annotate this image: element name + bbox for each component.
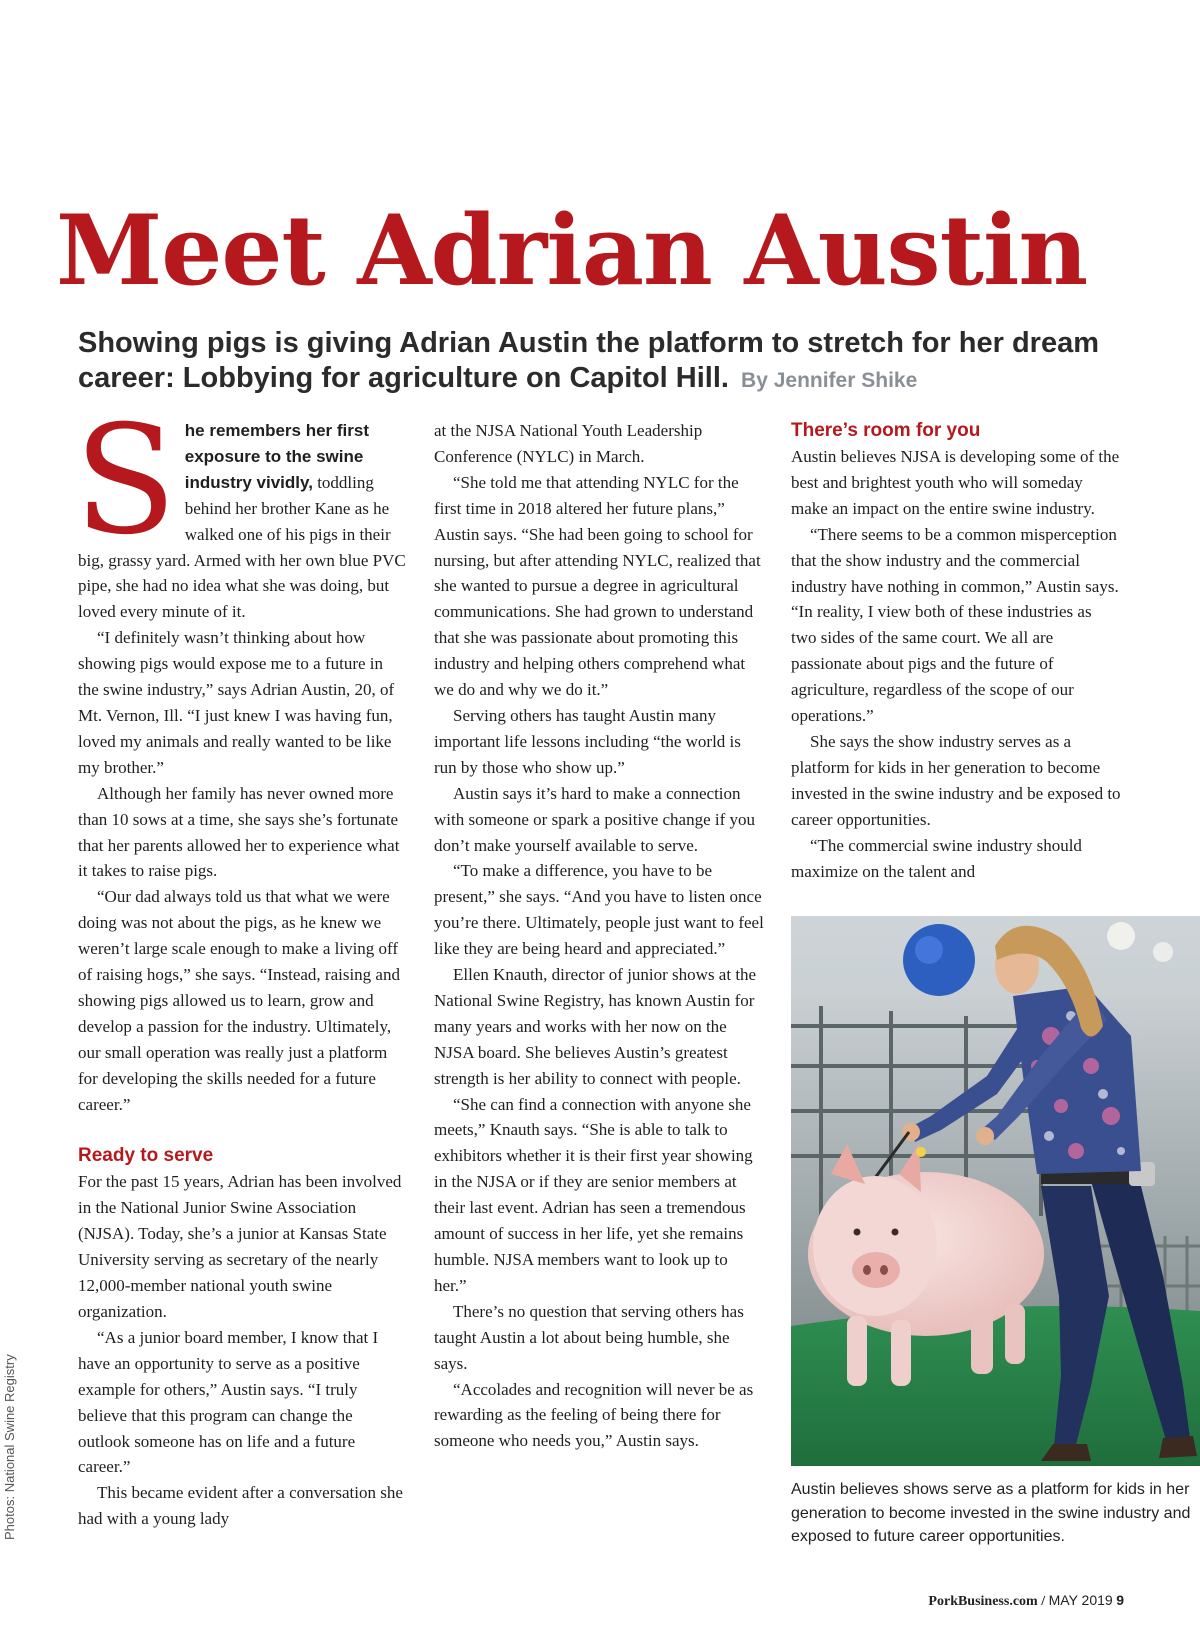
drop-cap: S <box>74 394 177 568</box>
lead-in: he remembers her first exposure to the swine industry vividly, <box>184 421 370 492</box>
paragraph: Serving others has taught Austin many important life lessons including “the world is run by those who show up.” <box>434 705 741 777</box>
paragraph: Ellen Knauth, director of junior shows at the National Swine Registry, has known Austin for many years and works with her now on the NJSA board. She believes Austin’s greatest strength is her ability to connect with people. <box>434 965 757 1088</box>
byline: By Jennifer Shike <box>741 369 918 392</box>
column-1 <box>74 394 408 1532</box>
paragraph: “She told me that attending NYLC for the first time in 2018 altered her future plans,” Austin says. “She had been going to school for nursing, but after attending NYLC, realized that she wanted to pursue a degree in agricultural communications. She had grown to understand that she was passionate about promoting this industry and helping others comprehend what we do and why we do it.” <box>434 472 761 700</box>
column-3 <box>791 418 1121 884</box>
paragraph: “To make a difference, you have to be present,” she says. “And you have to listen once you’re there. Ultimately, people just want to feel like they are being heard and appreciated.” <box>434 861 764 959</box>
paragraph: “She can find a connection with anyone she meets,” Knauth says. “She is able to talk to exhibitors whether it is their first year showing in the NJSA or if they are senior members at their last event. Adrian has seen a tremendous amount of success in her life, yet she remains humble. NJSA members want to look up to her.” <box>434 1094 753 1295</box>
paragraph: “Our dad always told us that what we were doing was not about the pigs, as he knew we weren’t large scale enough to make a living off of raising hogs,” she says. “Instead, raising and showing pigs allowed us to learn, grow and develop a passion for the industry. Ultimately, our small operation was really just a platform for developing the skills needed for a future career.” <box>78 887 400 1114</box>
opening-text: toddling behind her brother Kane as he walked one of his pigs in their big, grassy yard. Armed with her own blue PVC pipe, she had no idea what she was doing, but loved every minute of it. <box>78 472 406 622</box>
subhead-room-for-you: There’s room for you <box>791 420 981 441</box>
column-2 <box>434 418 764 1454</box>
headline: Meet Adrian Austin <box>56 194 1088 307</box>
paragraph: “I definitely wasn’t thinking about how showing pigs would expose me to a future in the swine industry,” says Adrian Austin, 20, of Mt. Vernon, Ill. “I just knew I was having fun, loved my animals and really wanted to be like my brother.” <box>78 628 395 777</box>
opening-paragraph <box>74 394 408 625</box>
paragraph: There’s no question that serving others has taught Austin a lot about being humble, she says. <box>434 1301 744 1373</box>
paragraph: Although her family has never owned more than 10 sows at a time, she says she’s fortunate that her parents allowed her to experience what it takes to raise pigs. <box>78 783 400 881</box>
photo-caption: Austin believes shows serve as a platform for kids in her generation to become invested in the swine industry and exposed to future career opportunities. <box>791 1481 1191 1545</box>
paragraph: at the NJSA National Youth Leadership Conference (NYLC) in March. <box>434 421 703 466</box>
paragraph: “As a junior board member, I know that I have an opportunity to serve as a positive example for others,” Austin says. “I truly believe that this program can change the outlook someone has on life and a future career.” <box>78 1327 379 1477</box>
article-photo <box>791 916 1200 1466</box>
paragraph: “There seems to be a common misperception that the show industry and the commercial industry have nothing in common,” Austin says. “In reality, I view both of these industries as two sides of the same court. We all are passionate about pigs and the future of agriculture, regardless of the scope of our operations.” <box>791 524 1119 726</box>
paragraph: “The commercial swine industry should maximize on the talent and <box>791 835 1082 881</box>
footer-separator: / <box>1037 1594 1049 1609</box>
page-number: 9 <box>1116 1592 1124 1608</box>
footer-issue: MAY 2019 <box>1048 1592 1113 1608</box>
paragraph: For the past 15 years, Adrian has been involved in the National Junior Swine Association (NJSA). Today, she’s a junior at Kansas State University serving as secretary of the nearly 12,000-member national youth swine organization. <box>78 1172 402 1321</box>
blue-decoration <box>903 924 975 996</box>
paragraph: Austin believes NJSA is developing some of the best and brightest youth who will someday make an impact on the entire swine industry. <box>791 447 1120 518</box>
paragraph: Austin says it’s hard to make a connection with someone or spark a positive change if you don’t make yourself available to serve. <box>434 783 756 855</box>
dek <box>78 326 1138 398</box>
footer-site: PorkBusiness.com <box>928 1594 1038 1609</box>
paragraph: This became evident after a conversation she had with a young lady <box>78 1483 403 1529</box>
photo-credit: Photos: National Swine Registry <box>2 1354 17 1540</box>
pig-show-photo-illustration <box>791 916 1200 1466</box>
paragraph: “Accolades and recognition will never be as rewarding as the feeling of being there for someone who needs you,” Austin says. <box>434 1379 754 1451</box>
page-footer <box>928 1592 1124 1610</box>
paragraph: She says the show industry serves as a platform for kids in her generation to become invested in the swine industry and be exposed to career opportunities. <box>791 731 1121 829</box>
subhead-ready-to-serve: Ready to serve <box>78 1145 214 1167</box>
dek-text: Showing pigs is giving Adrian Austin the platform to stretch for her dream career: Lobbying for agriculture on Capitol Hill. <box>78 327 1099 394</box>
